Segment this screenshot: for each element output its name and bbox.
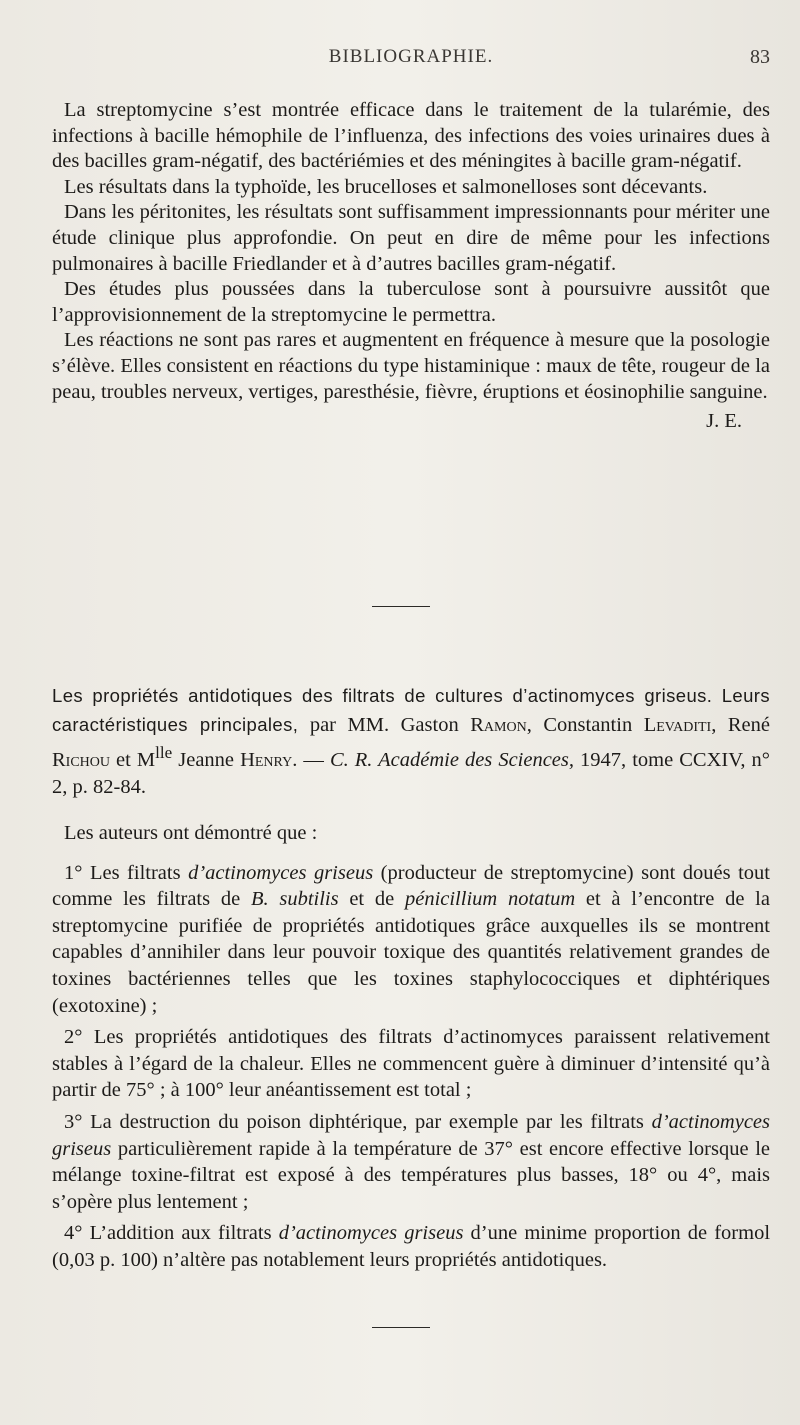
finding-item (52, 860, 770, 1020)
author-name: Richou (52, 748, 111, 771)
review-1-paragraph: Les résultats dans la typhoïde, les brucelloses et salmonelloses sont décevants. (64, 175, 708, 198)
species-name: d’actinomyces griseus (278, 1222, 464, 1245)
finding-item: 2° Les propriétés antidotiques des filtrats d’actinomyces paraissent relativement stables à l’égard de la chaleur. Elles ne commencent guère à diminuer d’intensité qu’à partir de 75° ; à 100° leur anéantissement est total ; (52, 1026, 770, 1102)
species-name: pénicillium notatum (404, 888, 576, 911)
author-name: Ramon (470, 713, 527, 736)
review-1-paragraph: Des études plus poussées dans la tuberculose sont à poursuivre aussitôt que l’approvisionnement de la streptomycine le permettra. (52, 278, 770, 326)
author-name: Levaditi (643, 713, 712, 736)
author-name: Henry (240, 748, 293, 771)
page-number: 83 (750, 46, 770, 68)
species-name: d’actinomyces griseus (52, 1110, 770, 1160)
species-name: B. subtilis (250, 888, 339, 911)
finding-text: (producteur de streptomycine) sont doués tout comme les filtrats de (52, 861, 771, 911)
running-head: BIBLIOGRAPHIE. (328, 46, 494, 67)
page-header (52, 46, 770, 76)
review-1-paragraph: La streptomycine s’est montrée efficace dans le traitement de la tularémie, des infections à bacille hémophile de l’influenza, des infections des voies urinaires dues à des bacilles gram-négatif, des bactériémies et des méningites à bacille gram-négatif. (52, 99, 770, 173)
finding-text: et de (338, 888, 405, 911)
finding-text: et à l’encontre de la streptomycine purifiée de propriétés antidotiques grâce auxquelles ils se montrent capables d’annihiler dans leur pouvoir toxique des quantités relativement grandes de toxines bactériennes telles que les toxines staphylococciques et diphtériques (exotoxine) ; (52, 888, 770, 1017)
journal-name: C. R. Académie des Sciences, (329, 748, 575, 771)
review-1-paragraph: Les réactions ne sont pas rares et augmentent en fréquence à mesure que la posologie s’élève. Elles consistent en réactions du type histaminique : maux de tête, rougeur de la peau, troubles nerveux, vertiges, paresthésie, fièvre, éruptions et éosinophilie sanguine. (52, 329, 770, 403)
finding-text: d’une minime proportion de formol (0,03 p. 100) n’altère pas notablement leurs propriétés antidotiques. (52, 1222, 771, 1271)
citation-text: et M (110, 748, 156, 771)
review-2-intro: Les auteurs ont démontré que : (64, 822, 318, 844)
review-1-paragraph: Dans les péritonites, les résultats sont suffisamment impressionnants pour mériter une étude clinique plus approfondie. On peut en dire de même pour les infections pulmonaires à bacille Friedlander et à d’autres bacilles gram-négatif. (52, 201, 770, 275)
finding-text: 3° La destruction du poison diphtérique, par exemple par les filtrats (64, 1110, 652, 1133)
citation-text: Jeanne (172, 748, 241, 771)
citation-details: 1947, tome CCXIV, n° 2, p. 82-84. (52, 748, 771, 799)
section-divider (372, 606, 430, 607)
section-divider (372, 1327, 430, 1328)
species-name: d’actinomyces griseus (188, 861, 374, 884)
finding-text: particulièrement rapide à la température de 37° est encore effective lorsque le mélange toxine-filtrat est exposé à des températures plus basses, 18° ou 4°, mais s’opère plus lentement ; (52, 1137, 770, 1213)
review-1-text (52, 98, 770, 435)
finding-item (52, 1109, 770, 1215)
review-2-text (52, 820, 770, 1279)
citation-text: , René (711, 713, 770, 736)
review-2-citation (52, 682, 770, 802)
citation-text: par MM. Gaston (298, 713, 471, 736)
finding-text: 1° Les filtrats (64, 861, 189, 884)
review-1-signature: J. E. (706, 410, 742, 433)
article-title: Les propriétés antidotiques des filtrats de cultures d’actinomyces griseus. Leurs caractéristiques principales, (52, 685, 770, 735)
finding-item (52, 1220, 770, 1273)
citation-text: , Constantin (526, 713, 644, 736)
citation-text: . — (292, 748, 330, 771)
citation-superscript: lle (155, 743, 173, 762)
finding-text: 4° L’addition aux filtrats (64, 1222, 279, 1245)
